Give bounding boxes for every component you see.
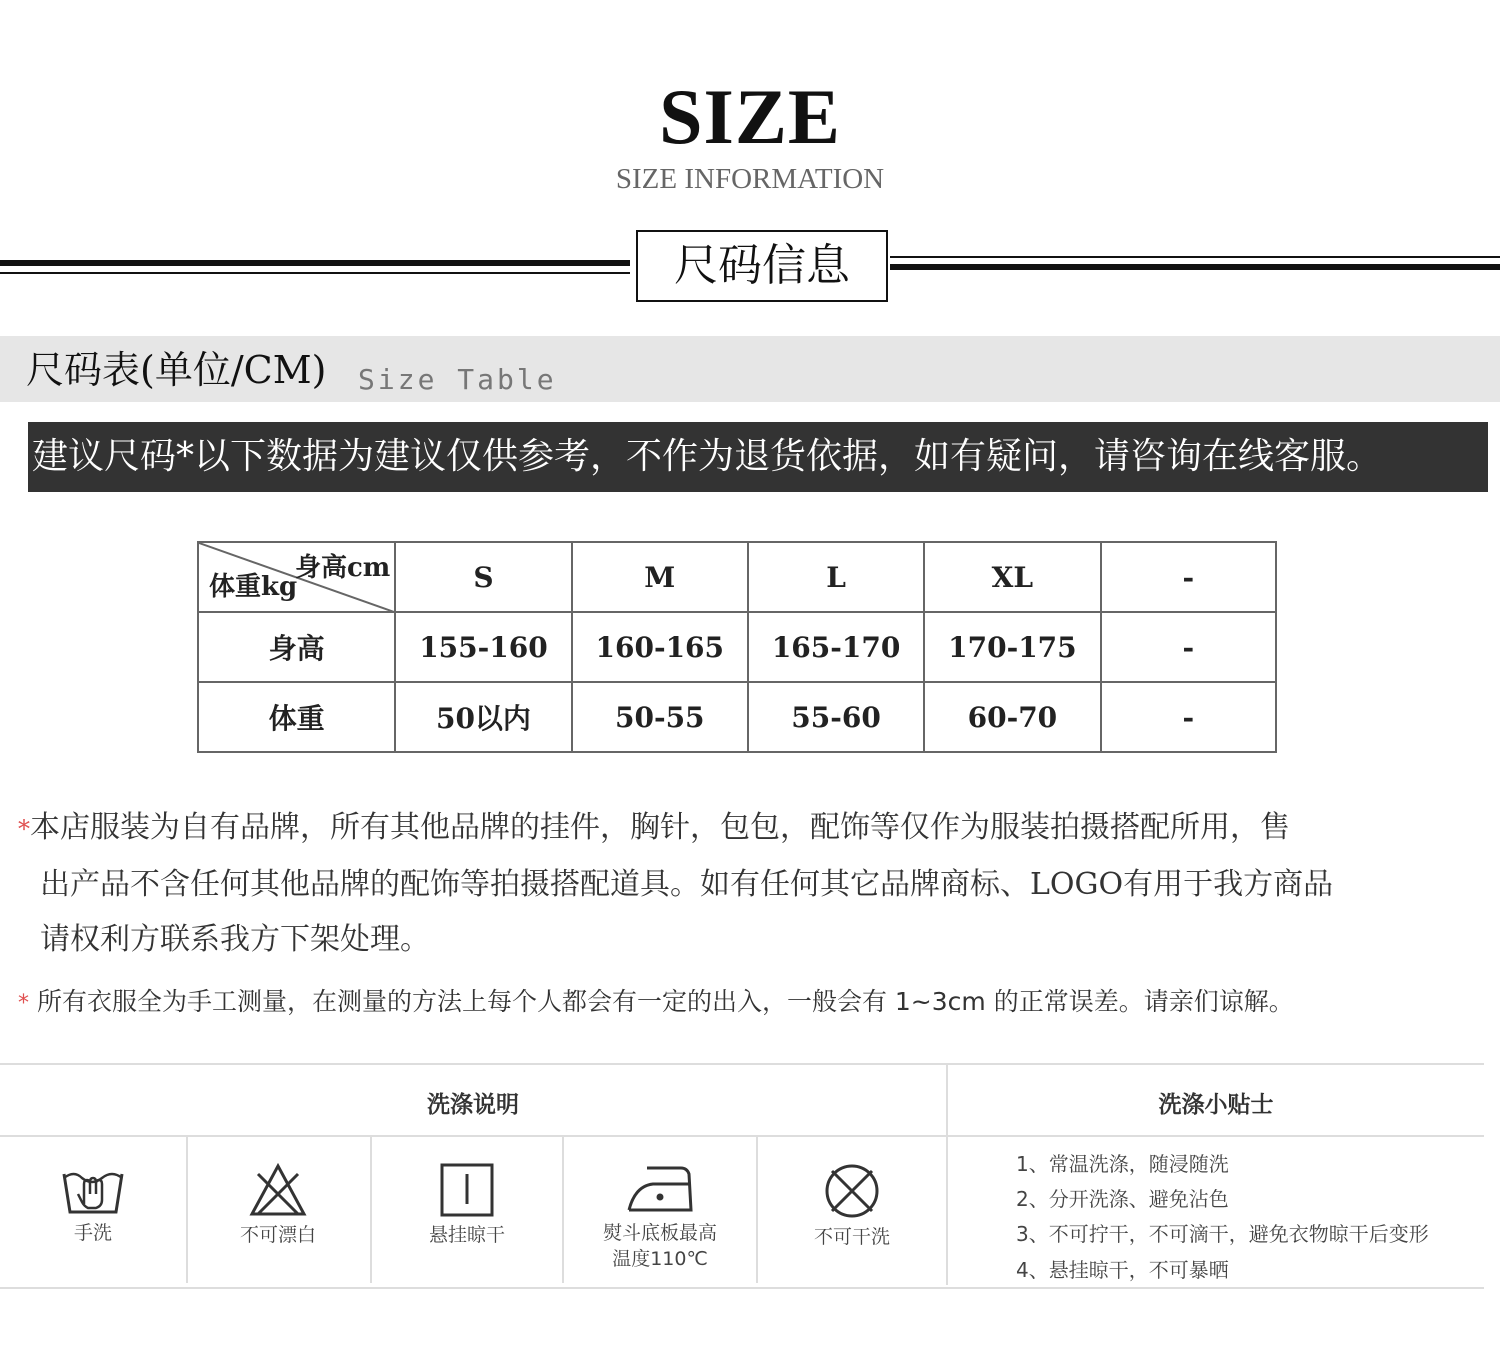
table-cell: 55-60 [748,682,924,752]
care-item-label: 手洗 [73,1222,112,1244]
page-title: SIZE [659,73,841,160]
iron-icon [625,1162,695,1216]
care-item-no-dry-clean [758,1162,946,1250]
care-item-label: 不可漂白 [239,1224,316,1246]
table-header-row [198,542,1276,612]
washing-instructions-title: 洗涤说明 [427,1092,519,1118]
table-row [198,682,1276,752]
table-cell: - [1101,682,1276,752]
no-bleach-icon [248,1162,308,1218]
care-item-label-line2: 温度110℃ [612,1248,708,1270]
washing-tip: 2、分开洗涤、避免沾色 [1016,1187,1229,1211]
care-header-divider [0,1135,1484,1137]
notice-bar: 建议尺码*以下数据为建议仅供参考，不作为退货依据，如有疑问，请咨询在线客服。 [28,422,1488,492]
no-dry-clean-icon [822,1162,882,1220]
brand-note [18,800,1468,967]
brand-note-text: 出产品不含任何其他品牌的配饰等拍摄搭配道具。如有任何其它品牌商标、LOGO有用于我方商品 [40,867,1334,902]
care-item-label: 熨斗底板最高 [602,1222,717,1244]
table-cell: 170-175 [924,612,1100,682]
care-item-label: 不可干洗 [813,1226,890,1248]
corner-weight-label: 体重kg [209,572,298,602]
star-marker: * [18,815,30,843]
care-item-label: 悬挂晾干 [428,1224,505,1246]
column-header: M [572,542,748,612]
hang-dry-icon [439,1162,495,1218]
row-label: 身高 [198,612,395,682]
star-marker: * [18,991,29,1016]
care-item-hand-wash [0,1160,186,1246]
care-item-hang-dry [372,1162,562,1248]
divider-right-thick [890,264,1500,270]
washing-tips-title: 洗涤小贴士 [1158,1092,1274,1118]
column-header: - [1101,542,1276,612]
divider-left-thin [0,272,630,274]
brand-note-text: 请权利方联系我方下架处理。 [40,922,430,957]
table-cell: 155-160 [395,612,571,682]
washing-tip: 1、常温洗涤，随浸随洗 [1016,1152,1229,1176]
table-cell: 60-70 [924,682,1100,752]
table-cell: 160-165 [572,612,748,682]
table-cell: 165-170 [748,612,924,682]
column-header: S [395,542,571,612]
care-item-iron [564,1162,756,1272]
care-item-no-bleach [186,1162,370,1248]
brand-note-line [18,912,1468,967]
brand-note-line [18,800,1468,857]
measurement-note [18,982,1488,1018]
row-label: 体重 [198,682,395,752]
section-title: 尺码表(单位/CM) [26,348,327,392]
brand-note-text: 本店服装为自有品牌，所有其他品牌的挂件，胸针，包包，配饰等仅作为服装拍摄搭配所用，售 [30,810,1290,845]
column-header: L [748,542,924,612]
column-header: XL [924,542,1100,612]
measurement-note-text: 所有衣服全为手工测量，在测量的方法上每个人都会有一定的出入，一般会有 1~3cm 的正常误差。请亲们谅解。 [36,987,1294,1016]
size-table [197,541,1277,753]
page-subtitle: SIZE INFORMATION [615,163,885,195]
divider-right-thin [890,256,1500,258]
table-cell: 50-55 [572,682,748,752]
corner-cell [198,542,395,612]
table-cell: - [1101,612,1276,682]
brand-note-line [18,857,1468,912]
section-subtitle: Size Table [358,363,557,396]
hand-wash-icon [60,1160,126,1216]
divider-left-thick [0,260,630,266]
corner-height-label: 身高cm [294,553,391,583]
table-row [198,612,1276,682]
size-info-label: 尺码信息 [636,230,888,302]
washing-tip: 3、不可拧干，不可滴干，避免衣物晾干后变形 [1016,1222,1429,1246]
table-cell: 50以内 [395,682,571,752]
washing-tip: 4、悬挂晾干，不可暴晒 [1016,1258,1229,1282]
